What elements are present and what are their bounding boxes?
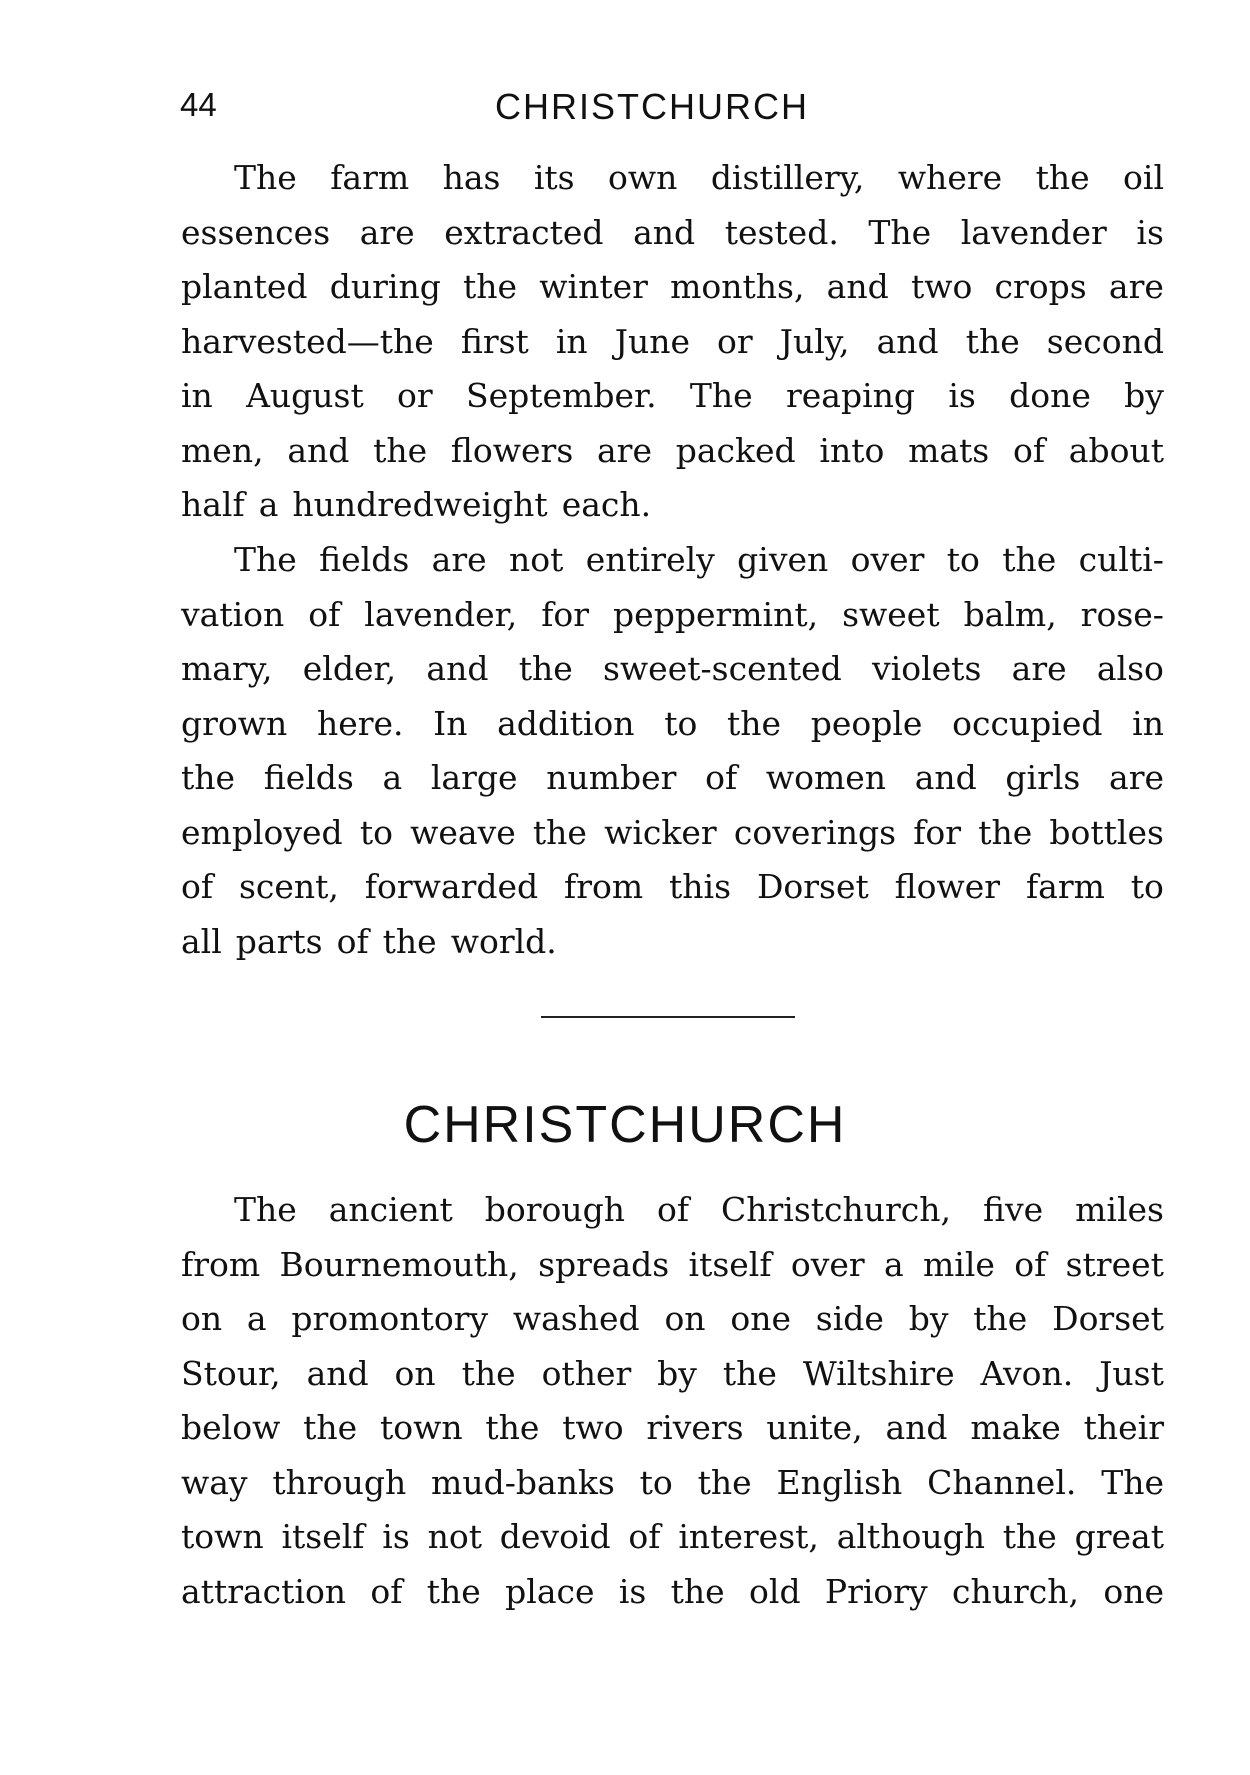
word: to xyxy=(1130,867,1164,906)
word: their xyxy=(1083,1408,1164,1447)
word: five xyxy=(982,1190,1044,1229)
word: large xyxy=(430,758,518,797)
word: addition xyxy=(497,703,635,743)
word: the xyxy=(722,1353,777,1393)
word: The xyxy=(1101,1462,1164,1502)
word: is xyxy=(1136,212,1164,252)
word: Just xyxy=(1099,1353,1164,1393)
word: on xyxy=(664,1299,706,1338)
text-line xyxy=(181,751,1164,806)
word: people xyxy=(810,703,923,743)
word: balm, xyxy=(963,594,1057,634)
word: Wiltshire xyxy=(802,1353,955,1393)
word: of xyxy=(705,758,738,797)
word: interest, xyxy=(678,1517,819,1556)
word: flowers xyxy=(450,430,574,470)
text-line xyxy=(181,151,1164,206)
paragraph-farm-distillery xyxy=(181,151,1164,533)
word: are xyxy=(1011,649,1067,688)
word: place xyxy=(505,1571,595,1611)
word: about xyxy=(1068,430,1164,470)
word: first xyxy=(460,321,529,361)
word: The xyxy=(234,158,297,197)
word: itself xyxy=(281,1517,365,1556)
running-head xyxy=(0,86,1250,126)
text-line xyxy=(181,315,1164,370)
word: one xyxy=(1103,1571,1164,1611)
word: Avon. xyxy=(980,1353,1074,1393)
word: attraction xyxy=(181,1571,347,1611)
word: English xyxy=(776,1462,903,1502)
word: its xyxy=(533,158,575,197)
text-line xyxy=(181,369,1164,424)
word: rivers xyxy=(646,1408,744,1447)
word: men, xyxy=(181,430,264,470)
word: spreads xyxy=(538,1244,670,1284)
word: lavender xyxy=(960,212,1107,252)
word: Dorset xyxy=(1052,1299,1164,1338)
word: mary, xyxy=(181,649,273,688)
word: of xyxy=(370,1571,403,1611)
word: winter xyxy=(539,267,648,306)
word: Channel. xyxy=(927,1462,1077,1502)
word: or xyxy=(717,321,753,361)
text-line xyxy=(181,206,1164,261)
word: the xyxy=(461,1353,516,1393)
word: essences xyxy=(181,212,331,252)
word: and xyxy=(914,758,977,797)
word: the xyxy=(373,430,428,470)
word: ancient xyxy=(328,1190,453,1229)
word: wicker xyxy=(604,812,717,852)
word: on xyxy=(394,1353,436,1393)
word: itself xyxy=(688,1244,772,1284)
word: into xyxy=(819,430,885,470)
word: and xyxy=(885,1408,948,1447)
word: by xyxy=(908,1299,949,1338)
text-line xyxy=(181,260,1164,315)
word: a xyxy=(258,485,279,524)
word: tested. xyxy=(724,212,839,252)
word: where xyxy=(897,158,1003,197)
word: of xyxy=(628,1517,661,1556)
word: great xyxy=(1074,1517,1164,1556)
word: by xyxy=(657,1353,697,1393)
word: each. xyxy=(561,485,652,524)
word: not xyxy=(427,1517,482,1556)
text-line xyxy=(181,533,1164,588)
word: The xyxy=(689,376,753,415)
paragraph-ancient-borough xyxy=(181,1183,1164,1619)
text-line xyxy=(181,1292,1164,1347)
word: Stour, xyxy=(181,1353,281,1393)
word: is xyxy=(948,376,976,415)
word: hundredweight xyxy=(292,485,548,524)
word: in xyxy=(181,376,213,415)
running-title: CHRISTCHURCH xyxy=(495,86,809,127)
text-line xyxy=(181,1456,1164,1511)
word: of xyxy=(1012,430,1046,470)
word: half xyxy=(181,485,245,524)
word: in xyxy=(555,321,588,361)
word: church, xyxy=(952,1571,1080,1611)
text-line xyxy=(181,1510,1164,1565)
word: given xyxy=(737,540,829,579)
word: borough xyxy=(484,1190,625,1229)
word: of xyxy=(1014,1244,1047,1284)
word: are xyxy=(431,540,487,579)
word: are xyxy=(1108,267,1164,306)
word: below xyxy=(181,1408,281,1447)
word: sweet-scented xyxy=(603,649,842,688)
word: The xyxy=(234,540,297,579)
word: of xyxy=(181,867,214,906)
word: to xyxy=(639,1462,673,1502)
text-line xyxy=(181,1565,1164,1620)
word: lavender, xyxy=(364,594,518,634)
word: distillery, xyxy=(710,158,865,197)
word: the xyxy=(485,1408,540,1447)
word: entirely xyxy=(585,540,715,579)
word: planted xyxy=(181,267,308,306)
text-line xyxy=(181,915,1164,970)
word: the xyxy=(382,921,437,961)
word: and xyxy=(287,430,350,470)
word: during xyxy=(329,267,441,306)
section-heading: CHRISTCHURCH xyxy=(403,1096,847,1154)
word: occupied xyxy=(952,703,1103,743)
word: through xyxy=(272,1462,407,1502)
word: fields xyxy=(319,540,410,579)
word: also xyxy=(1096,649,1164,688)
word: two xyxy=(910,267,973,306)
word: all xyxy=(181,921,222,961)
text-line xyxy=(181,1401,1164,1456)
word: sweet xyxy=(842,594,940,634)
word: oil xyxy=(1123,158,1164,197)
word: the xyxy=(181,758,236,797)
word: the xyxy=(965,321,1020,361)
word: mile xyxy=(922,1244,995,1284)
word: this xyxy=(669,867,732,906)
word: parts xyxy=(235,921,323,961)
word: to xyxy=(664,703,698,743)
word: The xyxy=(868,212,932,252)
word: packed xyxy=(675,430,796,470)
word: In xyxy=(433,703,468,743)
word: to xyxy=(359,812,393,852)
word: in xyxy=(1132,703,1164,743)
word: the xyxy=(463,267,518,306)
word: devoid xyxy=(499,1517,611,1556)
word: are xyxy=(597,430,652,470)
word: has xyxy=(442,158,501,197)
word: own xyxy=(608,158,678,197)
word: promontory xyxy=(291,1299,489,1338)
page-number: 44 xyxy=(180,86,217,123)
word: one xyxy=(730,1299,791,1338)
word: second xyxy=(1046,321,1164,361)
word: the xyxy=(426,1571,481,1611)
word: the xyxy=(532,812,587,852)
word: a xyxy=(246,1299,267,1338)
word: to xyxy=(946,540,980,579)
word: the xyxy=(697,1462,752,1502)
text-line xyxy=(181,424,1164,479)
text-line xyxy=(181,478,1164,533)
word: the xyxy=(973,1299,1028,1338)
word: the xyxy=(978,812,1033,852)
word: are xyxy=(1109,758,1164,797)
word: the xyxy=(1002,1517,1057,1556)
word: for xyxy=(541,594,590,634)
paragraph-fields-cultivation xyxy=(181,533,1164,969)
word: and xyxy=(426,649,489,688)
word: and xyxy=(306,1353,369,1393)
word: harvested—the xyxy=(181,321,434,361)
word: forwarded xyxy=(364,867,539,906)
word: or xyxy=(397,376,433,415)
word: and xyxy=(826,267,889,306)
word: Priory xyxy=(824,1571,928,1611)
word: violets xyxy=(872,649,982,688)
word: town xyxy=(181,1517,264,1556)
word: farm xyxy=(1025,867,1105,906)
word: reaping xyxy=(785,376,916,415)
word: the xyxy=(518,649,573,688)
word: fields xyxy=(263,758,354,797)
text-line xyxy=(181,1183,1164,1238)
word: crops xyxy=(994,267,1087,306)
word: and xyxy=(633,212,696,252)
word: unite, xyxy=(766,1408,863,1447)
text-line xyxy=(181,697,1164,752)
word: vation xyxy=(181,594,285,634)
word: the xyxy=(727,703,782,743)
word: make xyxy=(970,1408,1061,1447)
text-line xyxy=(181,806,1164,861)
word: scent, xyxy=(238,867,339,906)
word: two xyxy=(562,1408,624,1447)
word: August xyxy=(246,376,364,415)
word: September. xyxy=(465,376,657,415)
word: number xyxy=(546,758,677,797)
word: the xyxy=(1002,540,1057,579)
word: by xyxy=(1124,376,1164,415)
word: months, xyxy=(670,267,805,306)
word: street xyxy=(1065,1244,1164,1284)
word: July, xyxy=(779,321,850,361)
word: The xyxy=(234,1190,297,1229)
word: of xyxy=(656,1190,690,1229)
word: washed xyxy=(512,1299,640,1338)
text-line xyxy=(181,642,1164,697)
word: mats xyxy=(908,430,990,470)
word: Christchurch, xyxy=(721,1190,952,1229)
word: flower xyxy=(894,867,1001,906)
word: grown xyxy=(181,703,288,743)
word: mud-banks xyxy=(431,1462,615,1502)
word: peppermint, xyxy=(613,594,819,634)
word: over xyxy=(790,1244,865,1284)
word: the xyxy=(303,1408,358,1447)
word: rose- xyxy=(1080,594,1164,634)
word: women xyxy=(765,758,887,797)
word: for xyxy=(913,812,962,852)
word: employed xyxy=(181,812,343,852)
word: town xyxy=(379,1408,463,1447)
word: way xyxy=(181,1462,248,1502)
word: June xyxy=(614,321,690,361)
word: of xyxy=(336,921,369,961)
word: miles xyxy=(1075,1190,1164,1229)
word: over xyxy=(850,540,925,579)
word: weave xyxy=(410,812,516,852)
word: is xyxy=(382,1517,410,1556)
word: from xyxy=(181,1244,261,1284)
word: on xyxy=(181,1299,223,1338)
text-line xyxy=(181,860,1164,915)
word: girls xyxy=(1005,758,1081,797)
word: elder, xyxy=(302,649,397,688)
section-divider xyxy=(541,1016,795,1018)
word: although xyxy=(836,1517,985,1556)
word: not xyxy=(508,540,564,579)
word: side xyxy=(815,1299,884,1338)
word: and xyxy=(876,321,939,361)
word: culti- xyxy=(1078,540,1164,579)
word: world. xyxy=(450,921,557,961)
word: a xyxy=(884,1244,904,1284)
word: the xyxy=(1035,158,1090,197)
word: coverings xyxy=(733,812,897,852)
word: from xyxy=(564,867,644,906)
word: old xyxy=(749,1571,801,1611)
word: of xyxy=(308,594,341,634)
word: other xyxy=(541,1353,632,1393)
word: done xyxy=(1009,376,1091,415)
word: Bournemouth, xyxy=(279,1244,519,1284)
word: the xyxy=(670,1571,725,1611)
word: farm xyxy=(330,158,410,197)
word: a xyxy=(382,758,403,797)
text-line xyxy=(181,588,1164,643)
word: here. xyxy=(316,703,404,743)
word: is xyxy=(618,1571,647,1611)
text-line xyxy=(181,1238,1164,1293)
word: are xyxy=(359,212,415,252)
word: bottles xyxy=(1049,812,1164,852)
text-line xyxy=(181,1347,1164,1402)
word: Dorset xyxy=(756,867,869,906)
word: extracted xyxy=(444,212,604,252)
